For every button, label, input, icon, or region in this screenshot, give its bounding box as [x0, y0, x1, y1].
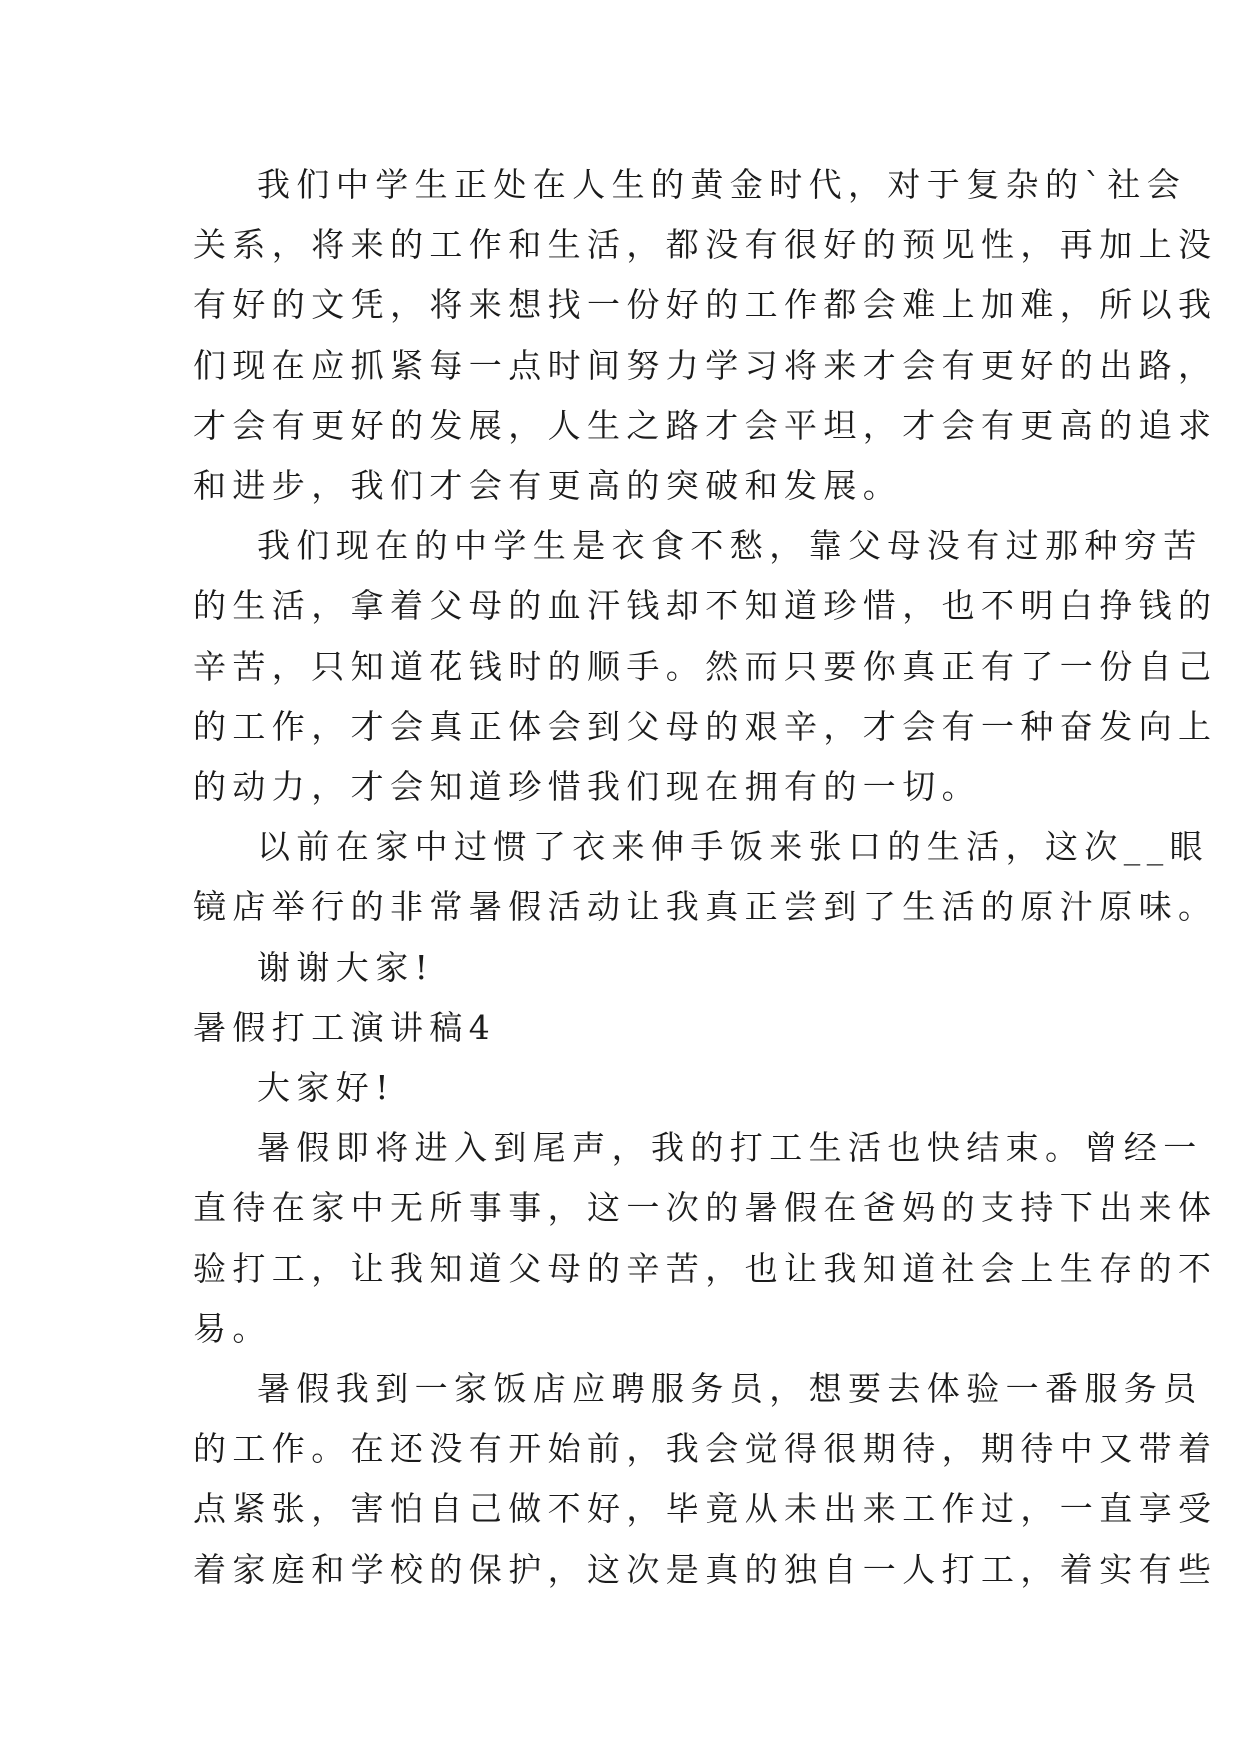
paragraph-line: 暑假即将进入到尾声，我的打工生活也快结束。曾经一 [257, 1128, 1203, 1168]
paragraph [193, 1359, 1218, 1600]
paragraph-line: 才会有更好的发展，人生之路才会平坦，才会有更高的追求 [193, 405, 1218, 445]
paragraph-line: 我们中学生正处在人生的黄金时代，对于复杂的`社会 [257, 165, 1187, 204]
paragraph-line: 暑假我到一家饭店应聘服务员，想要去体验一番服务员 [257, 1369, 1203, 1409]
paragraph-line: 辛苦，只知道花钱时的顺手。然而只要你真正有了一份自己 [193, 646, 1218, 686]
paragraph-line: 以前在家中过惯了衣来伸手饭来张口的生活，这次__眼 [257, 827, 1209, 867]
paragraph-line: 的动力，才会知道珍惜我们现在拥有的一切。 [193, 767, 981, 807]
paragraph-line: 有好的文凭，将来想找一份好的工作都会难上加难，所以我 [193, 285, 1218, 325]
document-body [193, 155, 1218, 1600]
paragraph-line: 我们现在的中学生是衣食不愁，靠父母没有过那种穷苦 [257, 526, 1203, 566]
paragraph-line: 验打工，让我知道父母的辛苦，也让我知道社会上生存的不 [193, 1248, 1218, 1288]
paragraph-line: 谢谢大家! [257, 947, 435, 987]
paragraph [193, 155, 1218, 516]
heading-text: 暑假打工演讲稿4 [193, 1007, 497, 1047]
paragraph [193, 516, 1218, 817]
paragraph-line: 的生活，拿着父母的血汗钱却不知道珍惜，也不明白挣钱的 [193, 586, 1218, 626]
paragraph-line: 和进步，我们才会有更高的突破和发展。 [193, 466, 903, 506]
paragraph-line: 的工作。在还没有开始前，我会觉得很期待，期待中又带着 [193, 1429, 1218, 1469]
paragraph-line: 着家庭和学校的保护，这次是真的独自一人打工，着实有些 [193, 1549, 1218, 1589]
section-heading [193, 998, 1073, 1058]
paragraph-line: 的工作，才会真正体会到父母的艰辛，才会有一种奋发向上 [193, 706, 1218, 746]
paragraph-line: 镜店举行的非常暑假活动让我真正尝到了生活的原汁原味。 [193, 887, 1218, 927]
paragraph-line: 们现在应抓紧每一点时间努力学习将来才会有更好的出路， [193, 345, 1218, 385]
paragraph [193, 938, 1073, 998]
paragraph-line: 易。 [193, 1308, 272, 1348]
paragraph [193, 1058, 1073, 1118]
paragraph [193, 817, 1218, 937]
paragraph-line: 大家好! [257, 1068, 395, 1108]
paragraph [193, 1118, 1218, 1359]
paragraph-line: 关系，将来的工作和生活，都没有很好的预见性，再加上没 [193, 225, 1218, 265]
paragraph-line: 点紧张，害怕自己做不好，毕竟从未出来工作过，一直享受 [193, 1489, 1218, 1529]
paragraph-line: 直待在家中无所事事，这一次的暑假在爸妈的支持下出来体 [193, 1188, 1218, 1228]
